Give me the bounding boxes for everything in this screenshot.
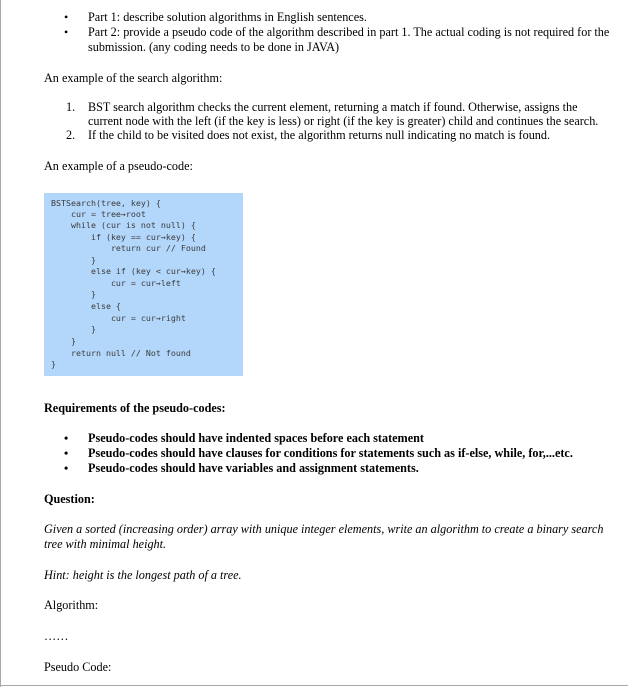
page-bottom-border xyxy=(0,685,628,686)
code-line-13: } xyxy=(51,336,76,346)
algorithm-label: Algorithm: xyxy=(44,598,99,612)
code-line-15: } xyxy=(51,359,56,369)
requirement-1-text: Pseudo-codes should have indented spaces before each statement xyxy=(88,431,424,445)
intro-bullet-part1-text: Part 1: describe solution algorithms in English sentences. xyxy=(88,10,367,24)
requirements-list xyxy=(64,431,604,476)
search-example-heading: An example of the search algorithm: xyxy=(44,71,223,85)
question-text: Given a sorted (increasing order) array with unique integer elements, write an algorithm to create a binary search tree with minimal height. xyxy=(44,522,604,551)
intro-bullet-part2 xyxy=(64,25,614,55)
search-steps-list xyxy=(66,100,606,142)
code-line-6: } xyxy=(51,255,96,265)
search-step-2 xyxy=(66,128,606,142)
code-line-14: return null // Not found xyxy=(51,348,191,358)
code-example-block xyxy=(44,193,243,376)
search-step-2-text: If the child to be visited does not exist, the algorithm returns null indicating no match is found. xyxy=(88,128,551,142)
requirement-2 xyxy=(64,446,604,461)
intro-bullet-part2-text: Part 2: provide a pseudo code of the algorithm described in part 1. The actual coding is not required for the submission. (any coding needs to be done in JAVA) xyxy=(88,25,610,54)
intro-bullet-part1 xyxy=(64,10,614,25)
search-step-1 xyxy=(66,100,606,128)
code-line-4: if (key == cur→key) { xyxy=(51,232,196,242)
search-step-1-number: 1. xyxy=(66,100,76,114)
code-line-5: return cur // Found xyxy=(51,243,206,253)
requirement-3 xyxy=(64,461,604,476)
search-step-2-number: 2. xyxy=(66,128,76,142)
code-line-9: } xyxy=(51,289,96,299)
requirement-2-text: Pseudo-codes should have clauses for conditions for statements such as if-else, while, for,...etc. xyxy=(88,446,573,460)
pseudo-example-heading: An example of a pseudo-code: xyxy=(44,159,193,173)
intro-bullet-list xyxy=(64,10,614,55)
algorithm-ellipsis: …… xyxy=(44,629,69,643)
code-line-12: } xyxy=(51,324,96,334)
code-line-3: while (cur is not null) { xyxy=(51,220,196,230)
code-line-7: else if (key < cur→key) { xyxy=(51,266,216,276)
requirement-1 xyxy=(64,431,604,446)
hint-text: Hint: height is the longest path of a tree. xyxy=(44,568,242,582)
code-line-2: cur = tree→root xyxy=(51,209,146,219)
requirements-heading: Requirements of the pseudo-codes: xyxy=(44,401,226,415)
code-line-10: else { xyxy=(51,301,121,311)
question-heading: Question: xyxy=(44,492,95,506)
code-line-1: BSTSearch(tree, key) { xyxy=(51,198,161,208)
code-line-8: cur = cur→left xyxy=(51,278,181,288)
pseudo-code-label: Pseudo Code: xyxy=(44,660,112,674)
page-left-border xyxy=(0,0,1,687)
code-line-11: cur = cur→right xyxy=(51,313,186,323)
search-step-1-text: BST search algorithm checks the current element, returning a match if found. Otherwise, assigns the current node with the left (if the key is less) or right (if the key is greater) child and continues the search. xyxy=(88,100,599,128)
requirement-3-text: Pseudo-codes should have variables and assignment statements. xyxy=(88,461,419,475)
